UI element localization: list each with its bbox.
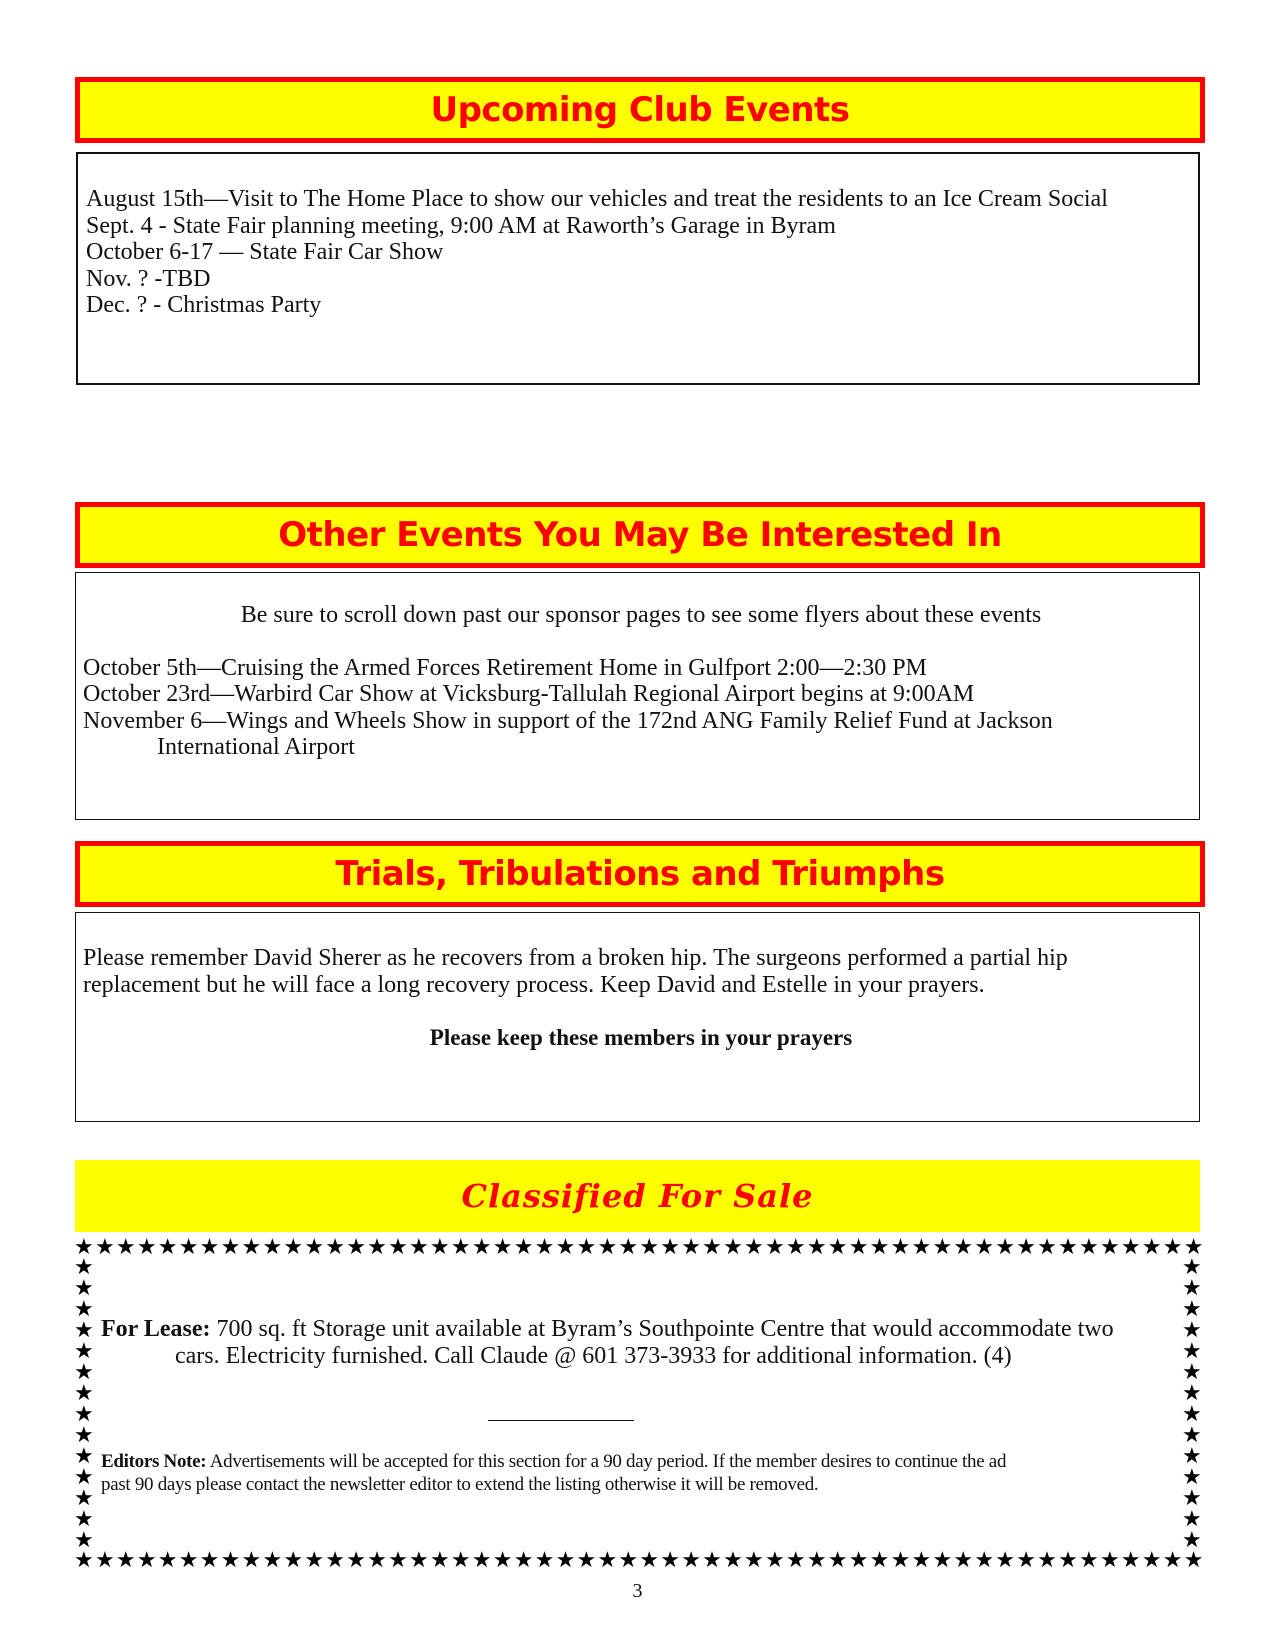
event-item: Dec. ? - Christmas Party — [86, 292, 322, 318]
star-icon: ★ — [744, 1548, 764, 1573]
star-icon: ★ — [283, 1548, 304, 1573]
star-icon: ★ — [806, 1235, 827, 1260]
star-icon: ★ — [325, 1235, 345, 1260]
star-icon: ★ — [74, 1402, 94, 1427]
star-icon: ★ — [723, 1235, 743, 1260]
star-icon: ★ — [409, 1548, 429, 1573]
star-icon: ★ — [848, 1235, 869, 1260]
classified-header — [75, 1160, 1200, 1232]
star-icon: ★ — [74, 1548, 94, 1573]
prayers-closing: Please keep these members in your prayers — [429, 1025, 853, 1050]
star-icon: ★ — [241, 1235, 262, 1260]
star-icon: ★ — [1182, 1444, 1202, 1469]
star-icon: ★ — [785, 1548, 806, 1573]
star-icon: ★ — [660, 1548, 680, 1573]
star-icon: ★ — [74, 1360, 94, 1385]
star-icon: ★ — [1182, 1507, 1202, 1532]
star-icon: ★ — [764, 1548, 785, 1573]
star-icon: ★ — [74, 1423, 94, 1448]
star-icon: ★ — [806, 1548, 827, 1573]
star-icon: ★ — [1037, 1548, 1057, 1573]
star-icon: ★ — [1182, 1486, 1202, 1511]
other-events-intro: Be sure to scroll down past our sponsor pages to see some flyers about these events — [240, 602, 1042, 628]
star-icon: ★ — [660, 1235, 680, 1260]
star-icon: ★ — [74, 1528, 94, 1553]
editors-note-label: Editors Note: — [101, 1451, 207, 1472]
star-icon: ★ — [1182, 1402, 1202, 1427]
star-icon: ★ — [1162, 1548, 1183, 1573]
star-icon: ★ — [702, 1548, 722, 1573]
star-icon: ★ — [157, 1548, 178, 1573]
editors-note — [101, 1450, 1181, 1496]
star-icon: ★ — [534, 1548, 555, 1573]
star-icon: ★ — [178, 1548, 199, 1573]
star-icon: ★ — [1182, 1318, 1202, 1343]
star-icon: ★ — [283, 1235, 304, 1260]
star-icon: ★ — [1141, 1548, 1162, 1573]
for-lease-text-continuation: cars. Electricity furnished. Call Claude @ 601 373-3933 for additional information. (4) — [175, 1342, 1012, 1369]
star-icon: ★ — [702, 1235, 722, 1260]
star-icon: ★ — [346, 1235, 366, 1260]
star-icon: ★ — [450, 1235, 471, 1260]
event-item: November 6—Wings and Wheels Show in support of the 172nd ANG Family Relief Fund at Jackson — [83, 707, 1053, 734]
star-icon: ★ — [764, 1235, 785, 1260]
star-icon: ★ — [74, 1444, 94, 1469]
star-icon: ★ — [429, 1235, 450, 1260]
star-icon: ★ — [576, 1235, 597, 1260]
for-lease-text: 700 sq. ft Storage unit available at Byram’s Southpointe Centre that would accommodate two — [210, 1316, 1114, 1342]
page-number: 3 — [632, 1580, 643, 1602]
star-icon: ★ — [555, 1235, 576, 1260]
star-icon: ★ — [555, 1548, 576, 1573]
star-icon: ★ — [74, 1381, 94, 1406]
event-item: Nov. ? -TBD — [86, 265, 211, 292]
classified-title: Classified For Sale — [461, 1177, 814, 1215]
star-icon: ★ — [492, 1548, 513, 1573]
star-icon: ★ — [367, 1548, 387, 1573]
trials-text-line: Please remember David Sherer as he recovers from a broken hip. The surgeons performed a partial hip — [83, 945, 1068, 971]
star-icon: ★ — [1016, 1235, 1036, 1260]
star-icon: ★ — [1182, 1276, 1202, 1301]
upcoming-events-box — [76, 152, 1200, 385]
star-icon: ★ — [1079, 1235, 1099, 1260]
star-icon: ★ — [74, 1297, 94, 1322]
star-icon: ★ — [744, 1235, 764, 1260]
star-border-bottom — [74, 1548, 1204, 1573]
upcoming-events-title: Upcoming Club Events — [430, 90, 850, 130]
other-events-title: Other Events You May Be Interested In — [278, 515, 1002, 555]
star-icon: ★ — [932, 1235, 953, 1260]
star-icon: ★ — [220, 1548, 241, 1573]
star-icon: ★ — [74, 1486, 94, 1511]
star-icon: ★ — [304, 1548, 325, 1573]
trials-box — [75, 912, 1200, 1122]
star-icon: ★ — [639, 1548, 660, 1573]
star-icon: ★ — [94, 1548, 115, 1573]
star-icon: ★ — [241, 1548, 262, 1573]
event-item: Sept. 4 - State Fair planning meeting, 9:00 AM at Raworth’s Garage in Byram — [86, 212, 836, 239]
star-icon: ★ — [1016, 1548, 1036, 1573]
star-icon: ★ — [115, 1548, 136, 1573]
star-icon: ★ — [325, 1548, 345, 1573]
event-item: August 15th—Visit to The Home Place to show our vehicles and treat the residents to an Ice Cream Social — [86, 186, 1108, 212]
star-icon: ★ — [346, 1548, 366, 1573]
star-icon: ★ — [74, 1507, 94, 1532]
star-icon: ★ — [471, 1235, 492, 1260]
event-item: October 6-17 — State Fair Car Show — [86, 239, 444, 265]
star-icon: ★ — [995, 1235, 1015, 1260]
star-icon: ★ — [639, 1235, 660, 1260]
star-icon: ★ — [597, 1235, 618, 1260]
star-icon: ★ — [157, 1235, 178, 1260]
star-icon: ★ — [534, 1235, 555, 1260]
star-icon: ★ — [513, 1235, 534, 1260]
star-icon: ★ — [869, 1548, 890, 1573]
upcoming-events-header — [75, 77, 1205, 143]
star-icon: ★ — [827, 1235, 848, 1260]
star-icon: ★ — [1182, 1423, 1202, 1448]
star-icon: ★ — [618, 1548, 639, 1573]
star-icon: ★ — [471, 1548, 492, 1573]
star-icon: ★ — [681, 1235, 701, 1260]
star-icon: ★ — [953, 1548, 974, 1573]
star-icon: ★ — [1182, 1255, 1202, 1280]
star-border-right — [1182, 1255, 1204, 1553]
trials-title: Trials, Tribulations and Triumphs — [335, 854, 945, 894]
star-icon: ★ — [74, 1276, 94, 1301]
for-lease-label: For Lease: — [101, 1316, 211, 1342]
event-item: October 5th—Cruising the Armed Forces Retirement Home in Gulfport 2:00—2:30 PM — [83, 654, 927, 681]
star-icon: ★ — [74, 1255, 94, 1280]
star-icon: ★ — [429, 1548, 450, 1573]
star-icon: ★ — [1099, 1548, 1120, 1573]
other-events-box — [75, 572, 1200, 820]
event-item: October 23rd—Warbird Car Show at Vicksburg-Tallulah Regional Airport begins at 9:00AM — [83, 681, 975, 707]
star-icon: ★ — [388, 1235, 408, 1260]
star-icon: ★ — [974, 1235, 995, 1260]
for-lease-ad — [101, 1316, 1181, 1369]
star-icon: ★ — [262, 1548, 283, 1573]
star-icon: ★ — [1182, 1297, 1202, 1322]
star-icon: ★ — [199, 1235, 220, 1260]
trials-text-line: replacement but he will face a long recovery process. Keep David and Estelle in your prayers. — [83, 971, 985, 998]
star-icon: ★ — [1099, 1235, 1120, 1260]
star-icon: ★ — [869, 1235, 890, 1260]
star-icon: ★ — [597, 1548, 618, 1573]
star-icon: ★ — [409, 1235, 429, 1260]
star-icon: ★ — [94, 1235, 115, 1260]
star-icon: ★ — [136, 1235, 157, 1260]
other-events-header — [75, 502, 1205, 568]
star-icon: ★ — [1182, 1360, 1202, 1385]
star-icon: ★ — [1120, 1548, 1141, 1573]
star-icon: ★ — [262, 1235, 283, 1260]
editors-note-text: Advertisements will be accepted for this section for a 90 day period. If the member desires to continue the ad — [206, 1451, 1007, 1472]
star-icon: ★ — [199, 1548, 220, 1573]
star-icon: ★ — [890, 1548, 911, 1573]
star-icon: ★ — [388, 1548, 408, 1573]
star-icon: ★ — [74, 1235, 94, 1260]
star-icon: ★ — [932, 1548, 953, 1573]
star-icon: ★ — [220, 1235, 241, 1260]
star-icon: ★ — [74, 1339, 94, 1364]
star-icon: ★ — [1058, 1235, 1078, 1260]
star-icon: ★ — [304, 1235, 325, 1260]
star-icon: ★ — [995, 1548, 1015, 1573]
star-icon: ★ — [1162, 1235, 1183, 1260]
star-icon: ★ — [1079, 1548, 1099, 1573]
star-icon: ★ — [848, 1548, 869, 1573]
star-icon: ★ — [723, 1548, 743, 1573]
star-icon: ★ — [953, 1235, 974, 1260]
star-icon: ★ — [74, 1318, 94, 1343]
star-icon: ★ — [115, 1235, 136, 1260]
star-icon: ★ — [1182, 1465, 1202, 1490]
star-icon: ★ — [450, 1548, 471, 1573]
star-icon: ★ — [136, 1548, 157, 1573]
star-icon: ★ — [827, 1548, 848, 1573]
star-icon: ★ — [576, 1548, 597, 1573]
star-border-top — [74, 1235, 1204, 1260]
star-icon: ★ — [1183, 1235, 1204, 1260]
star-icon: ★ — [1182, 1339, 1202, 1364]
star-icon: ★ — [974, 1548, 995, 1573]
star-icon: ★ — [178, 1235, 199, 1260]
star-icon: ★ — [1183, 1548, 1204, 1573]
event-item-continuation: International Airport — [157, 734, 355, 760]
star-icon: ★ — [681, 1548, 701, 1573]
star-icon: ★ — [618, 1235, 639, 1260]
star-icon: ★ — [492, 1235, 513, 1260]
star-icon: ★ — [1182, 1381, 1202, 1406]
star-icon: ★ — [911, 1235, 932, 1260]
star-icon: ★ — [74, 1465, 94, 1490]
star-icon: ★ — [513, 1548, 534, 1573]
star-icon: ★ — [785, 1235, 806, 1260]
star-icon: ★ — [1141, 1235, 1162, 1260]
star-border-left — [74, 1255, 96, 1553]
star-icon: ★ — [1037, 1235, 1057, 1260]
separator-line — [488, 1420, 634, 1421]
star-icon: ★ — [367, 1235, 387, 1260]
star-icon: ★ — [911, 1548, 932, 1573]
star-icon: ★ — [1182, 1528, 1202, 1553]
trials-header — [75, 841, 1205, 907]
star-icon: ★ — [1120, 1235, 1141, 1260]
star-icon: ★ — [890, 1235, 911, 1260]
star-icon: ★ — [1058, 1548, 1078, 1573]
editors-note-text-continuation: past 90 days please contact the newsletter editor to extend the listing otherwise it will be removed. — [101, 1474, 819, 1495]
